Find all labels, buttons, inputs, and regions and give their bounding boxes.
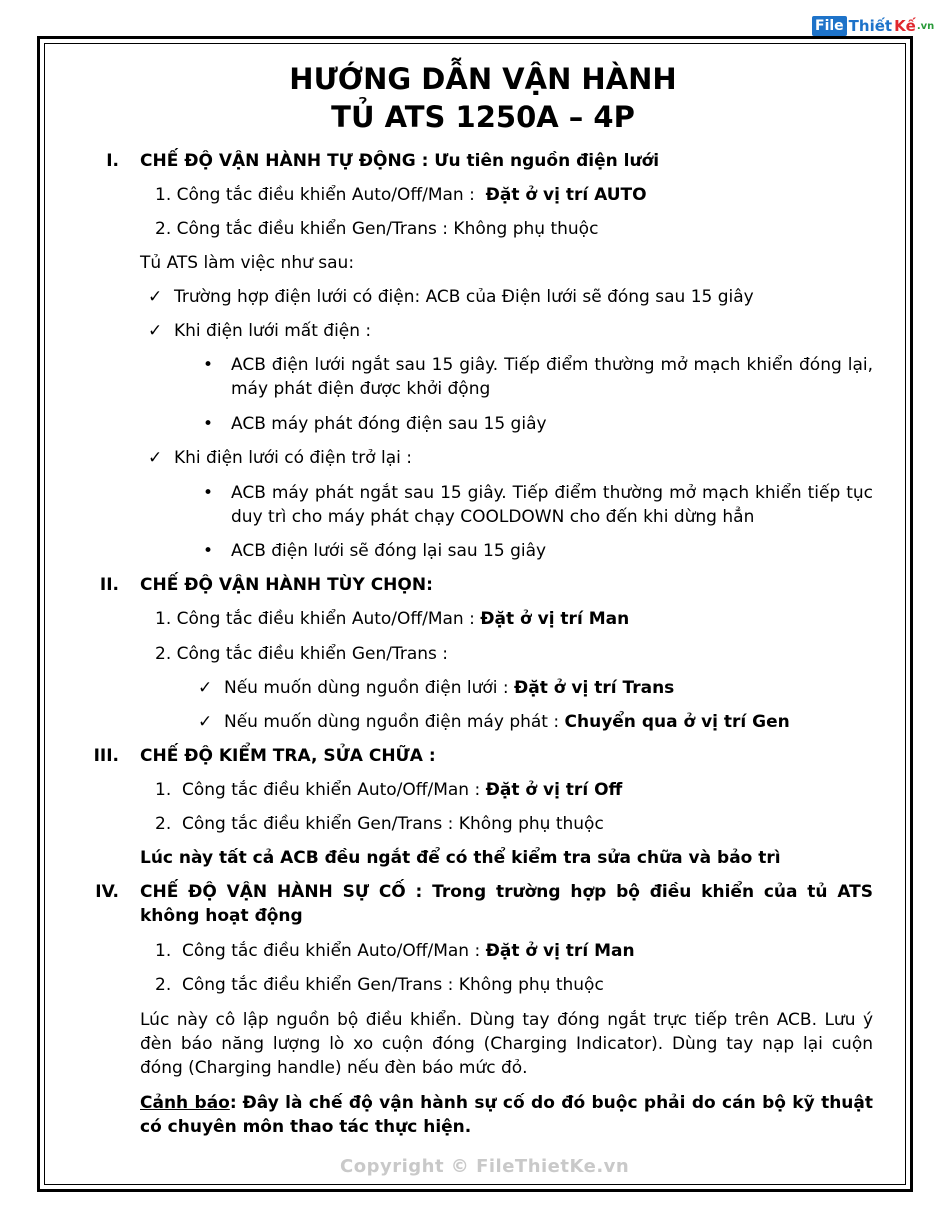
s3-item-2 bbox=[155, 812, 604, 836]
s4-item-1-text: Công tắc điều khiển Auto/Off/Man : bbox=[182, 941, 481, 961]
s1-bullet-4: ACB điện lưới sẽ đóng lại sau 15 giây bbox=[231, 541, 547, 561]
s2-item-2: 2. Công tắc điều khiển Gen/Trans : bbox=[155, 644, 449, 664]
checkmark-icon: ✓ bbox=[148, 448, 163, 468]
logo-ke: Kế bbox=[894, 17, 916, 35]
section-4-title: CHẾ ĐỘ VẬN HÀNH SỰ CỐ : Trong trường hợp bộ điều khiển của tủ ATS không hoạt động bbox=[140, 882, 873, 926]
s2-check-2-value: Chuyển qua ở vị trí Gen bbox=[564, 712, 790, 732]
s2-item-1 bbox=[155, 607, 629, 631]
s2-check-1-value: Đặt ở vị trí Trans bbox=[514, 678, 675, 698]
copyright-watermark: Copyright © FileThietKe.vn bbox=[340, 1156, 630, 1177]
warning-label: Cảnh báo bbox=[140, 1093, 230, 1113]
logo-thiet: Thiết bbox=[848, 17, 893, 35]
s3-item-1-number: 1. bbox=[155, 780, 172, 800]
s1-check-2-text: Khi điện lưới mất điện : bbox=[174, 321, 372, 341]
checkmark-icon: ✓ bbox=[148, 321, 163, 341]
s4-paragraph: Lúc này cô lập nguồn bộ điều khiển. Dùng tay đóng ngắt trực tiếp trên ACB. Lưu ý đèn báo năng lượng lò xo cuộn đóng (Charging Indicator). Dùng tay nạp lại cuộn đóng (Charging handle) nếu đèn báo mức đỏ. bbox=[140, 1010, 873, 1078]
s3-item-1 bbox=[155, 778, 622, 802]
s2-check-2 bbox=[198, 710, 790, 734]
bullet-icon: • bbox=[203, 541, 214, 561]
s1-check-2 bbox=[148, 319, 371, 343]
warning-colon: : bbox=[229, 1093, 237, 1113]
s1-item-2: 2. Công tắc điều khiển Gen/Trans : Không phụ thuộc bbox=[155, 219, 599, 239]
s1-item-1-value: Đặt ở vị trí AUTO bbox=[485, 185, 647, 205]
document-title bbox=[92, 60, 874, 136]
checkmark-icon: ✓ bbox=[198, 678, 213, 698]
s1-bullet-2: ACB máy phát đóng điện sau 15 giây bbox=[231, 414, 547, 434]
s1-item-1 bbox=[155, 183, 647, 207]
bullet-icon: • bbox=[203, 483, 214, 503]
s3-item-2-text: Công tắc điều khiển Gen/Trans : Không phụ thuộc bbox=[182, 814, 604, 834]
s1-check-1-text: Trường hợp điện lưới có điện: ACB của Điện lưới sẽ đóng sau 15 giây bbox=[174, 287, 754, 307]
s4-warning bbox=[140, 1091, 873, 1139]
logo-vn: .vn bbox=[916, 20, 935, 32]
s1-bullet-3: ACB máy phát ngắt sau 15 giây. Tiếp điểm thường mở mạch khiển tiếp tục duy trì cho máy phát chạy COOLDOWN cho đến khi dừng hẳn bbox=[231, 483, 873, 527]
s3-item-1-value: Đặt ở vị trí Off bbox=[485, 780, 623, 800]
s1-item-1-text: 1. Công tắc điều khiển Auto/Off/Man : bbox=[155, 185, 475, 205]
s4-item-2-number: 2. bbox=[155, 975, 172, 995]
s1-check-3-text: Khi điện lưới có điện trở lại : bbox=[174, 448, 412, 468]
logo-file: File bbox=[812, 16, 847, 36]
s3-item-1-text: Công tắc điều khiển Auto/Off/Man : bbox=[182, 780, 481, 800]
s1-check-3 bbox=[148, 446, 412, 470]
s1-bullet-1: ACB điện lưới ngắt sau 15 giây. Tiếp điểm thường mở mạch khiển đóng lại, máy phát điện được khởi động bbox=[231, 355, 873, 399]
s2-check-1 bbox=[198, 676, 674, 700]
s2-item-1-text: 1. Công tắc điều khiển Auto/Off/Man : bbox=[155, 609, 475, 629]
title-line-1: HƯỚNG DẪN VẬN HÀNH bbox=[289, 62, 677, 96]
s2-item-1-value: Đặt ở vị trí Man bbox=[480, 609, 630, 629]
bullet-icon: • bbox=[203, 355, 214, 375]
section-3-title: CHẾ ĐỘ KIỂM TRA, SỬA CHỮA : bbox=[140, 746, 436, 766]
s4-item-2 bbox=[155, 973, 604, 997]
title-line-2: TỦ ATS 1250A – 4P bbox=[331, 100, 635, 134]
s3-note: Lúc này tất cả ACB đều ngắt để có thể kiểm tra sửa chữa và bảo trì bbox=[140, 848, 781, 868]
section-4-number: IV. bbox=[95, 882, 119, 902]
s4-item-1-number: 1. bbox=[155, 941, 172, 961]
bullet-icon: • bbox=[203, 414, 214, 434]
checkmark-icon: ✓ bbox=[198, 712, 213, 732]
s2-check-1-text: Nếu muốn dùng nguồn điện lưới : bbox=[224, 678, 509, 698]
s4-item-1 bbox=[155, 939, 635, 963]
s4-item-1-value: Đặt ở vị trí Man bbox=[485, 941, 635, 961]
s1-intro: Tủ ATS làm việc như sau: bbox=[140, 253, 355, 273]
section-2-number: II. bbox=[99, 575, 119, 595]
s1-check-1 bbox=[148, 285, 754, 309]
section-1-number: I. bbox=[106, 151, 119, 171]
section-3-number: III. bbox=[93, 746, 119, 766]
s2-check-2-text: Nếu muốn dùng nguồn điện máy phát : bbox=[224, 712, 560, 732]
section-2-title: CHẾ ĐỘ VẬN HÀNH TÙY CHỌN: bbox=[140, 575, 433, 595]
checkmark-icon: ✓ bbox=[148, 287, 163, 307]
s3-item-2-number: 2. bbox=[155, 814, 172, 834]
s4-item-2-text: Công tắc điều khiển Gen/Trans : Không phụ thuộc bbox=[182, 975, 604, 995]
site-logo bbox=[812, 14, 934, 38]
warning-text: Đây là chế độ vận hành sự cố do đó buộc phải do cán bộ kỹ thuật có chuyên môn thao tác thực hiện. bbox=[140, 1093, 873, 1137]
section-1-title: CHẾ ĐỘ VẬN HÀNH TỰ ĐỘNG : Ưu tiên nguồn điện lưới bbox=[140, 151, 660, 171]
